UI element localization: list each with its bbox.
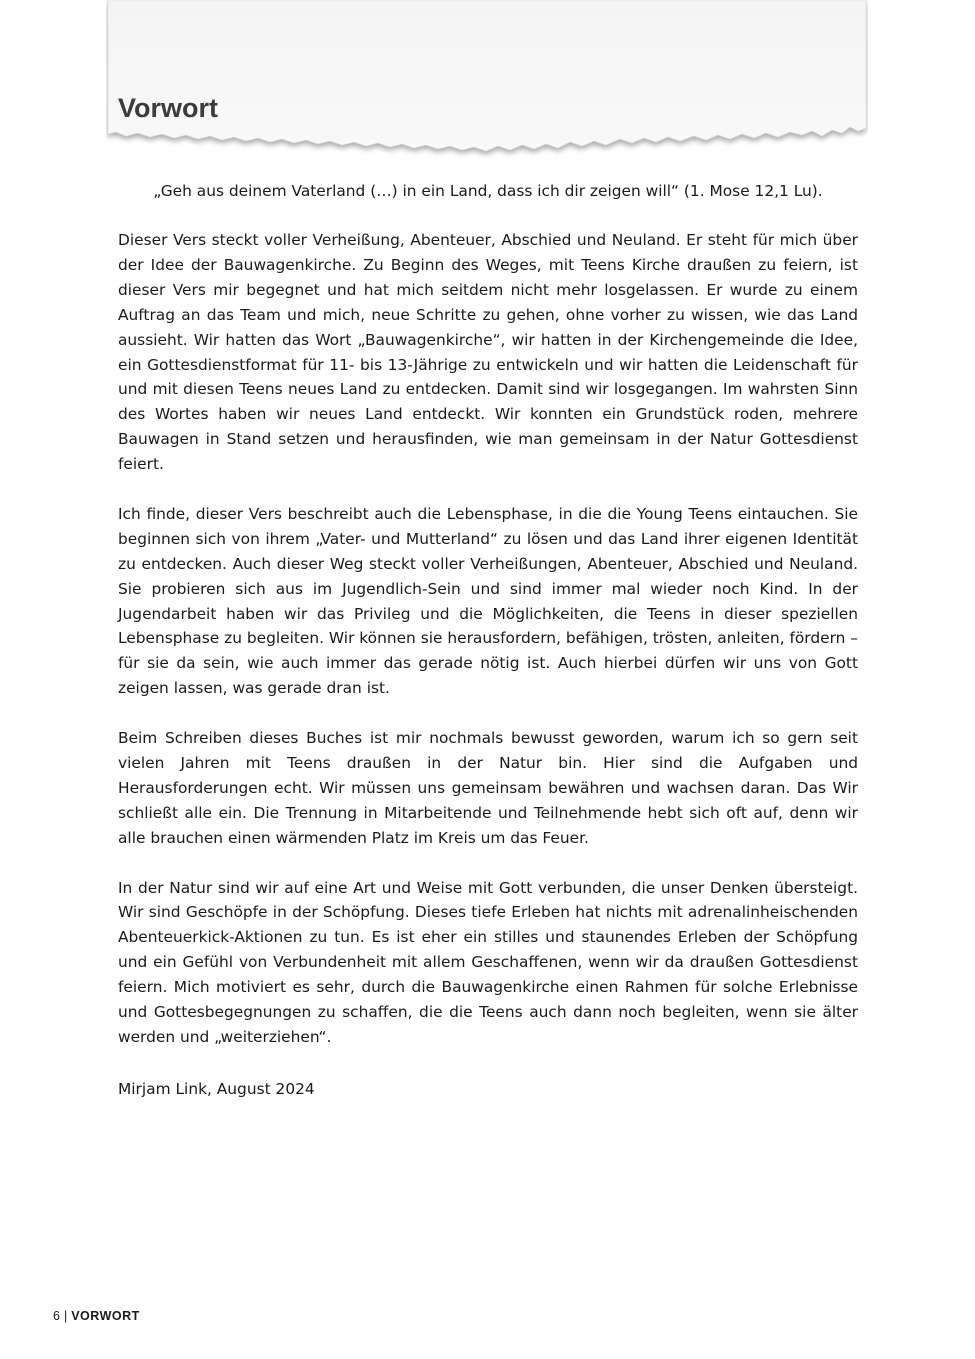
body-text: [118, 228, 858, 1075]
paragraph: Dieser Vers steckt voller Verheißung, Abenteuer, Abschied und Neuland. Er steht für mich über der Idee der Bauwagenkirche. Zu Beginn des Weges, mit Teens Kirche draußen zu feiern, ist dieser Vers mir begegnet und hat mich seitdem nicht mehr losgelassen. Er wurde zu einem Auftrag an das Team und mich, neue Schritte zu gehen, ohne vorher zu wissen, wie das Land aussieht. Wir hatten das Wort „Bauwagenkirche“, wir hatten in der Kirchengemeinde die Idee, ein Gottesdienstformat für 11- bis 13-Jährige zu entwickeln und wir hatten die Leidenschaft für und mit diesen Teens neues Land zu entdecken. Damit sind wir losgegangen. Im wahrsten Sinn des Wortes haben wir neues Land entdeckt. Wir konnten ein Grundstück roden, mehrere Bauwagen in Stand setzen und herausfinden, wie man gemeinsam in der Natur Gottesdienst feiert.: [118, 231, 858, 474]
paragraph: Beim Schreiben dieses Buches ist mir nochmals bewusst geworden, warum ich so gern seit vielen Jahren mit Teens draußen in der Natur bin. Hier sind die Aufgaben und Herausforderungen echt. Wir müssen uns gemeinsam bewähren und wachsen daran. Das Wir schließt alle ein. Die Trennung in Mitarbeitende und Teilnehmende hebt sich oft auf, denn wir alle brauchen einen wärmenden Platz im Kreis um das Feuer.: [118, 729, 858, 847]
torn-paper-shape: [106, 0, 868, 160]
page-number: 6: [53, 1309, 60, 1323]
page-title: Vorwort: [118, 93, 218, 123]
paragraph: Ich finde, dieser Vers beschreibt auch die Lebensphase, in die die Young Teens eintauchen. Sie beginnen sich von ihrem „Vater- und Mutterland“ zu lösen und das Land ihrer eigenen Identität zu entdecken. Auch dieser Weg steckt voller Verheißungen, Abenteuer, Abschied und Neuland. Sie probieren sich aus im Jugendlich-Sein und sind immer mal wieder noch Kind. In der Jugendarbeit haben wir das Privileg und die Möglichkeiten, die Teens in dieser speziellen Lebensphase zu begleiten. Wir können sie herausfordern, befähigen, trösten, anleiten, fördern – für sie da sein, wie auch immer das gerade nötig ist. Auch hierbei dürfen wir uns von Gott zeigen lassen, was gerade dran ist.: [118, 504, 859, 698]
paragraph: In der Natur sind wir auf eine Art und Weise mit Gott verbunden, die unser Denken übersteigt. Wir sind Geschöpfe in der Schöpfung. Dieses tiefe Erleben hat nichts mit adrenalinheischenden Abenteuerkick-Aktionen zu tun. Es ist eher ein stilles und staunendes Erleben der Schöpfung und ein Gefühl von Verbundenheit mit allem Geschaffenen, wenn wir da draußen Gottesdienst feiern. Mich motiviert es sehr, durch die Bauwagenkirche einen Rahmen für solche Erlebnisse und Gottesbegegnungen zu schaffen, die die Teens auch dann noch begleiten, wenn sie älter werden und „weiterziehen“.: [118, 878, 858, 1046]
footer-separator: |: [63, 1309, 68, 1323]
author-signature: Mirjam Link, August 2024: [118, 1080, 315, 1098]
page-footer: [53, 1307, 140, 1325]
footer-section-title: VORWORT: [71, 1309, 140, 1323]
bible-quote: „Geh aus deinem Vaterland (…) in ein Land, dass ich dir zeigen will“ (1. Mose 12,1 Lu).: [153, 182, 823, 200]
torn-paper-header: [106, 0, 868, 160]
